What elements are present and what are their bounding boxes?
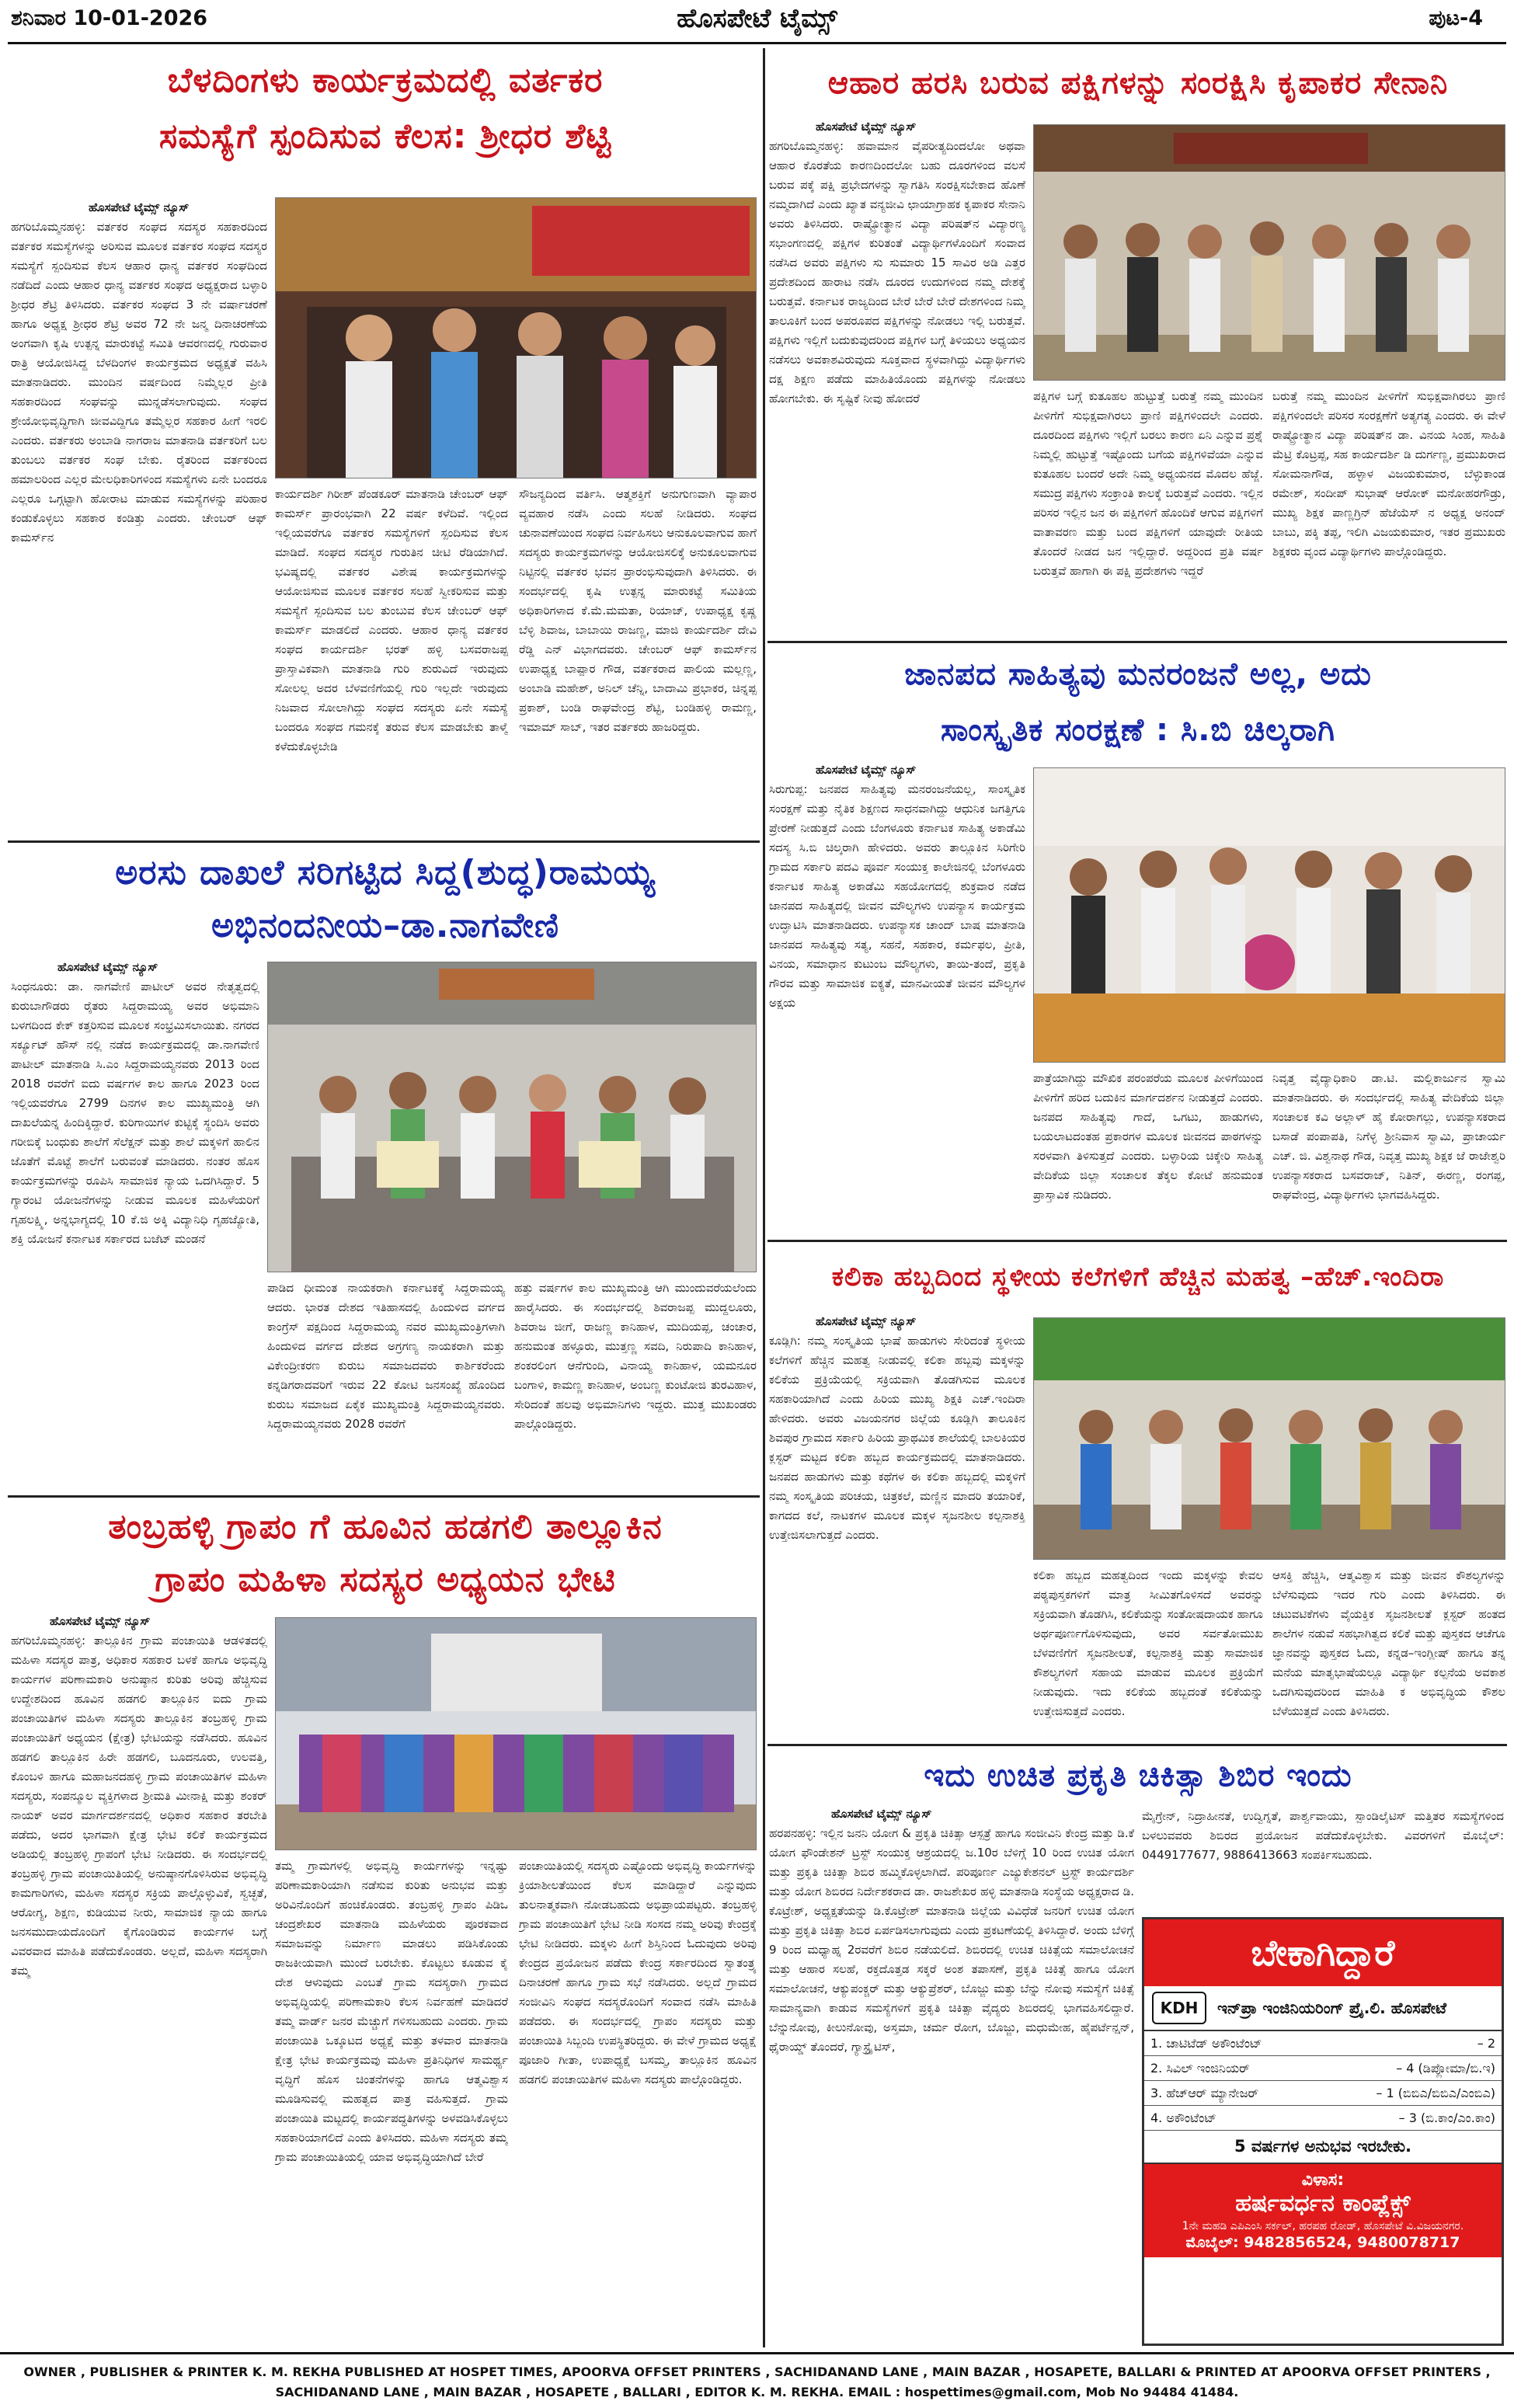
headline-line-1: ಜಾನಪದ ಸಾಹಿತ್ಯವು ಮನರಂಜನೆ ಅಲ್ಲ, ಅದು xyxy=(904,656,1372,692)
headline-line-1: ಆಹಾರ ಹರಸಿ ಬರುವ ಪಕ್ಷಿಗಳನ್ನು ಸಂರಕ್ಷಿಸಿ ಕೃಪಾಕರ ಸೇನಾನಿ xyxy=(827,65,1449,101)
vacancy-row xyxy=(1144,2081,1502,2106)
photo-circuit-house xyxy=(267,962,757,1272)
article-body: ಕಾರ್ಯದರ್ಶಿ ಗಿರೀಶ್ ಪೆಂಡಕೂರ್ ಮಾತನಾಡಿ ಚೇಂಬರ್ ಆಫ್ ಕಾಮರ್ಸ್ ಪ್ರಾರಂಭವಾಗಿ 22 ವರ್ಷ ಕಳೆದಿವೆ. ಇಲ್ಲಿಂದ ಇಲ್ಲಿಯವರೆಗೂ ವರ್ತಕರ ಸಮಸ್ಯೆಗಳಿಗೆ ಸ್ಪಂದಿಸುವ ಕೆಲಸ ಮಾಡಿದೆ. ಸಂಘದ ಸದಸ್ಯರ ಗುರುತಿನ ಚೀಟಿ ರೆಡಿಯಾಗಿದೆ. ಭವಿಷ್ಯದಲ್ಲಿ ವರ್ತಕರ ವಿಶೇಷ ಕಾರ್ಯಕ್ರಮಗಳನ್ನು ಆಯೋಜಿಸುವ ಮೂಲಕ ವರ್ತಕರ ಸಲಹೆ ಸ್ವೀಕರಿಸುವ ಮತ್ತು ಸಮಸ್ಯೆಗೆ ಸ್ಪಂದಿಸುವ ಬಲ ತುಂಬುವ ಕೆಲಸ ಚೇಂಬರ್ ಆಫ್ ಕಾಮರ್ಸ್ ಮಾಡಲಿದೆ ಎಂದರು. ಆಹಾರ ಧಾನ್ಯ ವರ್ತಕರ ಸಂಘದ ಕಾರ್ಯದರ್ಶಿ ಭರತ್ ಹಳ್ಳಿ ಬಸವರಾಜಪ್ಪ ಪ್ರಾಸ್ತಾವಿಕವಾಗಿ ಮಾತನಾಡಿ ಗುರಿ ಶುರುವಿದೆ ಇರುವುದು ಸೋಲಲ್ಲ ಅದರ ಬೆಳವಣಿಗೆಯಲ್ಲಿ ಗುರಿ ಇಲ್ಲದೇ ಇರುವುದು ನಿಜವಾದ ಸೋಲಾಗಿದ್ದು ಸಂಘದ ಸದಸ್ಯರು ಏನೇ ಸಮಸ್ಯೆ ಬಂದರೂ ಸಂಘದ ಗಮನಕ್ಕೆ ತರುವ ಕೆಲಸ ಮಾಡಬೇಕು ತಾಳ್ಮೆ ಕಳೆದುಕೊಳ್ಳಬೇಡಿ xyxy=(275,487,508,753)
article-body: ಪಕ್ಷಿಗಳ ಬಗ್ಗೆ ಕುತೂಹಲ ಹುಟ್ಟುತ್ತೆ ಬರುತ್ತೆ ನಮ್ಮ ಮುಂದಿನ ಪೀಳಿಗೆಗೆ ಸುಭಿಕ್ಷವಾಗಿರಲು ಪ್ರಾಣಿ ಪಕ್ಷಿಗಳಿಂದಲೇ ಎಂದರು. ದೂರದಿಂದ ಪಕ್ಷಿಗಳು ಇಲ್ಲಿಗೆ ಬರಲು ಕಾರಣ ಏನಿ ಎನ್ನುವ ಪ್ರಶ್ನೆ ನಿಮ್ಮಲ್ಲಿ ಹುಟ್ಟುತ್ತೆ ಇಷ್ಟೊಂದು ಬಗೆಯ ಪಕ್ಷಿಗಳಿವೆಯಾ ಎನ್ನುವ ಕುತೂಹಲ ಬಂದರೆ ಅದೇ ನಿಮ್ಮ ಅಧ್ಯಯನದ ಮೊದಲ ಹೆಜ್ಜೆ. ಸಮುದ್ರ ಪಕ್ಷಿಗಳು ಸಂಕ್ರಾಂತಿ ಕಾಲಕ್ಕೆ ಬರುತ್ತವೆ ಎಂದರು. ಇಲ್ಲಿನ ಪರಿಸರ ಇಲ್ಲಿನ ಜನ ಈ ಪಕ್ಷಿಗಳಿಗೆ ಹೊಂದಿಕೆ ಆಗುವ ಪಕ್ಷಿಗಳಿಗೆ ವಾತಾವರಣ ಮತ್ತು ಬಂದ ಪಕ್ಷಿಗಳಿಗೆ ಯಾವುದೇ ರೀತಿಯ ತೊಂದರೆ ನೀಡದ ಜನ ಇಲ್ಲಿದ್ದಾರೆ. ಅದ್ದರಿಂದ ಪ್ರತಿ ವರ್ಷ ಬರುತ್ತವೆ ಹಾಗಾಗಿ ಈ ಪಕ್ಷಿ ಪ್ರದೇಶಗಳು ಇದ್ದರೆ xyxy=(1033,389,1263,578)
divider-right-2 xyxy=(767,1240,1507,1242)
photo-folk-literature xyxy=(1033,767,1505,1063)
byline: ಹೊಸಪೇಟೆ ಟೈಮ್ಸ್ ನ್ಯೂಸ್ xyxy=(831,1807,932,1821)
experience-requirement: 5 ವರ್ಷಗಳ ಅನುಭವ ಇರಬೇಕು. xyxy=(1144,2131,1502,2164)
article-body: ಹಗರಿಬೊಮ್ಮನಹಳ್ಳಿ: ವರ್ತಕರ ಸಂಘದ ಸದಸ್ಯರ ಸಹಕಾರದಿಂದ ವರ್ತಕರ ಸಮಸ್ಯೆಗಳನ್ನು ಅರಿಸುವ ಮೂಲಕ ವರ್ತಕರ ಸಂಘದ ಸದಸ್ಯರ ಸಮಸ್ಯೆಗೆ ಸ್ಪಂದಿಸುವ ಕೆಲಸ ಆಹಾರ ಧಾನ್ಯ ವರ್ತಕರ ಸಂಘದಿಂದ ನಡೆದಿದೆ ಎಂದು ಆಹಾರ ಧಾನ್ಯ ವರ್ತಕರ ಸಂಘದ ಅಧ್ಯಕ್ಷರಾದ ಬಳ್ಳಾರಿ ಶ್ರೀಧರ ಶೆಟ್ರಿ ತಿಳಿಸಿದರು. ವರ್ತಕರ ಸಂಘದ 3 ನೇ ವರ್ಷಾಚರಣೆ ಹಾಗೂ ಅಧ್ಯಕ್ಷ ಶ್ರೀಧರ ಶೆಟ್ರಿ ಅವರ 72 ನೇ ಜನ್ಮ ದಿನಾಚರಣೆಯ ಅಂಗವಾಗಿ ಕೃಷಿ ಉತ್ಪನ್ನ ಮಾರುಕಟ್ಟೆ ಸಮಿತಿ ಆವರಣದಲ್ಲಿ ಗುರುವಾರ ರಾತ್ರಿ ಆಯೋಜಿಸಿದ್ದ ಬೆಳದಿಂಗಳ ಕಾರ್ಯಕ್ರಮದ ಅಧ್ಯಕ್ಷತೆ ವಹಿಸಿ ಮಾತನಾಡಿದರು. ಮುಂದಿನ ವರ್ಷದಿಂದ ನಿಮ್ಮೆಲ್ಲರ ಪ್ರೀತಿ ಸಹಕಾರದಿಂದ ಸಂಘವನ್ನು ಮುನ್ನಡೆಸಲಾಗುವುದು. ಸಂಘದ ಶ್ರೇಯೋಭಿವೃದ್ಧಿಗಾಗಿ ಜೀವವಿದ್ದಿಗೂ ತಮ್ಮೆಲ್ಲರ ಸಹಕಾರ ಹೀಗೆ ಇರಲಿ ಎಂದರು. ವರ್ತಕರು ಅಂಬಾಡಿ ನಾಗರಾಜ ಮಾತನಾಡಿ ವರ್ತಕರಿಗೆ ಬಲ ತುಂಬಲು ವರ್ತಕರ ಸಂಘ ಬೇಕು. ರೈತರಿಂದ ವರ್ತಕರಿಂದ ಹಮಾಲರಿಂದ ಎಲ್ಲರ ಮೇಲಧಿಕಾರಿಗಳಿಂದ ಸಮಸ್ಯೆಗಳು ಏನೇ ಬಂದರೂ ಎಲ್ಲರೂ ಒಗ್ಗಟ್ಟಾಗಿ ಹೋರಾಟ ಮಾಡುವ ಸಮಸ್ಯೆಗಳನ್ನು ಪರಿಹಾರ ಕಂಡುಕೊಳ್ಳಲು ಸಹಕಾರ ಕಂಡಿತ್ತು ಎಂದರು. ಚೇಂಬರ್ ಆಫ್ ಕಾಮರ್ಸ್‌ನ xyxy=(11,220,267,545)
article-body: ಹತ್ತು ವರ್ಷಗಳ ಕಾಲ ಮುಖ್ಯಮಂತ್ರಿ ಆಗಿ ಮುಂದುವರೆಯಲೆಂದು ಹಾರೈಸಿದರು. ಈ ಸಂದರ್ಭದಲ್ಲಿ ಶಿವರಾಜಪ್ಪ ಮುದ್ದಲೂರು, ಶಿವರಾಜ ಜೀಗೆ, ರಾಜಣ್ಣ ಕಾನಿಹಾಳ, ಮುದಿಯಪ್ಪ, ಚಂಚಾರ, ಹನುಮಂತ ಹಳ್ಳೂರು, ಮುತ್ತಣ್ಣ ಸವದಿ, ನಿರುಪಾದಿ ಕಾನಿಹಾಳ, ಶಂಕರಲಿಂಗ ಆನೆಗುಂದಿ, ವಿನಾಯ್ಯ ಕಾನಿಹಾಳ, ಯಮನೂರ ಬಂಗಾಳಿ, ಕಾಮಣ್ಣ ಕಾನಿಹಾಳ, ಅಂಬಣ್ಣ ಕುಂಟೋಜಿ ತುರವಿಹಾಳ, ಸೇರಿದಂತೆ ಹಲವು ಅಭಿಮಾನಿಗಳು ಇದ್ದರು. ಮುತ್ತ ಮುಖಂಡರು ಪಾಲ್ಗೊಂಡಿದ್ದರು. xyxy=(514,1281,757,1431)
company-name: ಇನ್‌ಪ್ರಾ ಇಂಜಿನಿಯರಿಂಗ್ ಪ್ರೈ.ಲಿ. ಹೊಸಪೇಟೆ xyxy=(1217,1999,1447,2017)
headline-line-1: ಕಲಿಕಾ ಹಬ್ಬದಿಂದ ಸ್ಥಳೀಯ ಕಲೆಗಳಿಗೆ ಹೆಚ್ಚಿನ ಮಹತ್ವ –ಹೆಚ್.ಇಂದಿರಾ xyxy=(831,1261,1445,1293)
article-folk-literature xyxy=(769,646,1507,1237)
article-women-members-visit xyxy=(11,1501,760,2347)
address-name: ಹರ್ಷವರ್ಧನ ಕಾಂಪ್ಲೆಕ್ಸ್ xyxy=(1235,2190,1411,2217)
address-label: ವಿಳಾಸ: xyxy=(1301,2170,1345,2190)
divider-left-2 xyxy=(8,1495,760,1498)
article-body: ಹಗರಿಬೊಮ್ಮನಹಳ್ಳಿ: ಹವಾಮಾನ ವೈಪರೀತ್ಯದಿಂದಲೋ ಅಥವಾ ಆಹಾರ ಕೊರತೆಯ ಕಾರಣದಿಂದಲೋ ಬಹು ದೂರಗಳಿಂದ ವಲಸೆ ಬರುವ ಪಕ್ಕೆ ಪಕ್ಷಿ ಪ್ರಭೇದಗಳನ್ನು ಸ್ವಾಗತಿಸಿ ಸಂರಕ್ಷಿಸಬೇಕಾದ ಹೊಣೆ ನಮ್ಮದಾಗಿದೆ ಎಂದು ಖ್ಯಾತ ವನ್ಯಜೀವಿ ಛಾಯಾಗ್ರಾಹಕ ಕೃಪಾಕರ ಸೇನಾನಿ ಅವರು ತಿಳಿಸಿದರು. ರಾಷ್ಟ್ರೋತ್ಥಾನ ವಿದ್ಯಾ ಪರಿಷತ್‌ನ ವಿದ್ಯಾರಣ್ಯ ಸಭಾಂಗಣದಲ್ಲಿ ಪಕ್ಷಿಗಳ ಕುರಿತಂತೆ ವಿದ್ಯಾರ್ಥಿಗಳೊಂದಿಗೆ ಸಂವಾದ ನಡೆಸಿದ ಅವರು ಪಕ್ಷಿಗಳು ಸು ಸುಮಾರು 15 ಸಾವಿರ ಅಡಿ ಎತ್ತರ ಪ್ರದೇಶದಿಂದ ಹಾರಾಟ ನಡೆಸಿ ದೂರದ ಉದುಗಳಿಂದ ನಮ್ಮ ದೇಶಕ್ಕೆ ಬರುತ್ತವೆ. ಕರ್ನಾಟಕ ರಾಜ್ಯದಿಂದ ಬೇರೆ ಬೇರೆ ಬೇರೆ ದೇಶಗಳಿಂದ ನಿಮ್ಮ ತಾಲೂಕಿಗೆ ಬಂದ ಅಪರೂಪದ ಪಕ್ಷಿಗಳನ್ನು ನೋಡಲು ಇಲ್ಲಿ ಬರುತ್ತವೆ. ಪಕ್ಷಿಗಳು ಇಲ್ಲಿಗೆ ಬದುಕುವುದರಿಂದ ಪಕ್ಷಿಗಳ ಬಗ್ಗೆ ತಿಳಿಯಲು ಅಧ್ಯಯನ ನಡೆಸಲು ಅವಕಾಶವಿರುವುದು ಸೂಕ್ತವಾದ ಸ್ಥಳವಾಗಿದ್ದು ವಿದ್ಯಾರ್ಥಿಗಳು ದಕ್ಷ ಶಿಕ್ಷಣ ಪಡೆದು ಮಾಹಿತಿಯೊಂದು ಪಕ್ಷಿಗಳನ್ನು ನೋಡಲು ಹೋಗಬೇಕು. ಈ ಸೃಷ್ಟಿಕೆ ನೀವು ಹೋದರೆ xyxy=(769,139,1025,405)
page-number: ಪುಟ-4 xyxy=(1429,6,1483,30)
article-column xyxy=(11,200,267,834)
vacancy-role: 2. ಸಿವಿಲ್ ಇಂಜಿನಿಯರ್ xyxy=(1150,2060,1250,2076)
article-column xyxy=(275,1856,508,2344)
vacancy-row xyxy=(1144,2056,1502,2081)
byline: ಹೊಸಪೇಟೆ ಟೈಮ್ಸ್ ನ್ಯೂಸ್ xyxy=(816,1314,917,1328)
vacancy-row xyxy=(1144,2031,1502,2056)
headline-line-2: ಅಭಿನಂದನೀಯ–ಡಾ.ನಾಗವೇಣಿ xyxy=(211,906,560,945)
headline-line-2: ಗ್ರಾಪಂ ಮಹಿಳಾ ಸದಸ್ಯರ ಅಧ್ಯಯನ ಭೇಟಿ xyxy=(155,1560,616,1599)
byline: ಹೊಸಪೇಟೆ ಟೈಮ್ಸ್ ನ್ಯೂಸ್ xyxy=(816,763,917,777)
article-body: ಪಂಚಾಯಿತಿಯಲ್ಲಿ ಸದಸ್ಯರು ಎಷ್ಟೊಂದು ಅಭಿವೃದ್ಧಿ ಕಾರ್ಯಗಳನ್ನು ಕ್ರಿಯಾಶೀಲತೆಯಿಂದ ಕೆಲಸ ಮಾಡಿದ್ದಾರೆ ಎನ್ನುವುದು ತುಲನಾತ್ಮಕವಾಗಿ ನೋಡಬಹುದು ಅಭಿಪ್ರಾಯಪಟ್ಟರು. ತಂಬ್ರಹಳ್ಳಿ ಗ್ರಾಮ ಪಂಚಾಯಿತಿಗೆ ಭೇಟಿ ನೀಡಿ ಸಂಸದ ನಮ್ಮ ಅರಿವು ಕೇಂದ್ರಕ್ಕೆ ಭೇಟಿ ನೀಡಿದರು. ಮಕ್ಕಳು ಹೀಗೆ ಶಿಸ್ತಿನಿಂದ ಓದುವುದು ಅರಿವು ಕೇಂದ್ರದ ಪ್ರಯೋಜನ ಪಡೆದು ಕೇಂದ್ರ ಸರ್ಕಾರದಿಂದ ಸ್ವಾತಂತ್ರ್ಯ ದಿನಾಚರಣೆ ಹಾಗೂ ಗ್ರಾಮ ಸಭೆ ನಡೆಸಿದರು. ಅಲ್ಲದೆ ಗ್ರಾಮದ ಸಂಜೀವಿನಿ ಸಂಘದ ಸದಸ್ಯರೊಂದಿಗೆ ಸಂವಾದ ನಡೆಸಿ ಮಾಹಿತಿ ಪಡೆದರು. ಈ ಸಂದರ್ಭದಲ್ಲಿ ಗ್ರಾಪಂ ಸದಸ್ಯರು ಮತ್ತು ಪಂಚಾಯಿತಿ ಸಿಬ್ಬಂದಿ ಉಪಸ್ಥಿತರಿದ್ದರು. ಈ ವೇಳೆ ಗ್ರಾಮದ ಅಧ್ಯಕ್ಷೆ ಪೂಜಾರಿ ಗೀತಾ, ಉಪಾಧ್ಯಕ್ಷೆ ಬಸಮ್ಮ, ತಾಲ್ಲೂಕಿನ ಹೂವಿನ ಹಡಗಲಿ ಪಂಚಾಯಿತಿಗಳ ಮಹಿಳಾ ಸದಸ್ಯರು ಪಾಲ್ಗೊಂಡಿದ್ದರು. xyxy=(519,1859,757,2086)
vacancy-role: 4. ಅಕೌಂಟೆಂಟ್ xyxy=(1150,2110,1217,2125)
headline-line-1: ಬೆಳದಿಂಗಳು ಕಾರ್ಯಕ್ರಮದಲ್ಲಿ ವರ್ತಕರ xyxy=(167,61,604,100)
byline: ಹೊಸಪೇಟೆ ಟೈಮ್ಸ್ ನ್ಯೂಸ್ xyxy=(89,200,190,214)
masthead xyxy=(0,0,1514,47)
vacancy-role: 1. ಚಾಟಿಟೆಡ್ ಅಕೌಂಟೆಂಟ್ xyxy=(1150,2035,1262,2051)
article-body: ಆಸಕ್ತಿ ಹೆಚ್ಚಿಸಿ, ಆತ್ಮವಿಶ್ವಾಸ ಮತ್ತು ಜೀವನ ಕೌಶಲ್ಯಗಳನ್ನು ಬೆಳೆಸುವುದು ಇದರ ಗುರಿ ಎಂದು ತಿಳಿಸಿದರು. ಈ ಚಟುವಟಿಕೆಗಳು ವೈಯಕ್ತಿಕ ಸೃಜನಶೀಲತೆ ಕ್ಲಸ್ಟರ್ ಹಂತದ ಶಾಲೆಗಳ ನಡುವೆ ಸಹಭಾಗಿತ್ವದ ಕಲಿಕೆ ಮತ್ತು ಪುಸ್ತಕದ ಆಚೆಗೂ ಜ್ಞಾನವನ್ನು ಪುಸ್ತಕದ ಓದು, ಕನ್ನಡ–ಇಂಗ್ಲೀಷ್ ಹಾಗೂ ತನ್ನ ಮನೆಯ ಮಾತೃಭಾಷೆಯಲ್ಲೂ ವಿದ್ಯಾರ್ಥಿ ಕಲ್ಪನೆಯ ಅವಕಾಶ ಒದಗಿಸುವುದರಿಂದ ಮಾಹಿತಿ ಕ ಅಭಿವೃದ್ಧಿಯ ಕೌಶಲ ಬೆಳೆಯುತ್ತದೆ ಎಂದು ತಿಳಿಸಿದರು. xyxy=(1272,1568,1505,1718)
article-column xyxy=(1033,387,1263,634)
article-traders-event xyxy=(11,53,760,837)
byline: ಹೊಸಪೇಟೆ ಟೈಮ್ಸ್ ನ್ಯೂಸ್ xyxy=(57,960,158,974)
paper-name: ಹೊಸಪೇಟೆ ಟೈಮ್ಸ್ xyxy=(677,3,837,34)
article-body: ಸೌಜನ್ಯದಿಂದ ವರ್ತಿಸಿ. ಆತ್ಮಶಕ್ತಿಗೆ ಅನುಗುಣವಾಗಿ ವ್ಯಾಪಾರ ವ್ಯವಹಾರ ನಡೆಸಿ ಎಂದು ಸಲಹೆ ನೀಡಿದರು. ಸಂಘದ ಚುನಾವಣೆಯಿಂದ ಸಂಘದ ನಿರ್ವಹಿಸಲು ಆನುಕೂಲವಾಗುವ ಹಾಗೆ ಸದಸ್ಯರು ಕಾರ್ಯಕ್ರಮಗಳನ್ನು ಆಯೋಜಿಸಲಿಕ್ಕೆ ಅನುಕೂಲವಾಗುವ ನಿಟ್ಟಿನಲ್ಲಿ ವರ್ತಕರ ಭವನ ಪ್ರಾರಂಭಿಸುವುದಾಗಿ ತಿಳಿಸಿದರು. ಈ ಸಂದರ್ಭದಲ್ಲಿ ಕೃಷಿ ಉತ್ಪನ್ನ ಮಾರುಕಟ್ಟೆ ಸಮಿತಿಯ ಅಧಿಕಾರಿಗಳಾದ ಕೆ.ಮೆ.ಮಮತಾ, ರಿಯಾಜ್, ಉಪಾಧ್ಯಕ್ಷ ಕೃಷ್ಣ ಬೆಳ್ಳಿ ಶಿವಾಜ, ಬಾಬಾಯಿ ರಾಜಣ್ಣ, ಮಾಜಿ ಕಾರ್ಯದರ್ಶಿ ದೇವಿ ರೆಡ್ಡಿ ಎನ್ ವಿಭಾಗದವರು. ಚೇಂಬರ್ ಆಫ್ ಕಾಮರ್ಸ್‌ನ ಉಪಾಧ್ಯಕ್ಷ ಬಾಪ್ಪಾರ ಗೌಡ, ವರ್ತಕರಾದ ಪಾಲಿಯ ಮಲ್ಲಣ್ಣ, ಅಂಬಾಡಿ ಮಹೇಶ್, ಅನಿಲ್ ಚೆನ್ನಿ, ಬಾದಾಮಿ ಪ್ರಭಾಕರ, ಚಿನ್ನಪ್ಪ ಪ್ರಕಾಶ್, ಬಂಡಿ ರಾಘವೇಂದ್ರ ಶೆಟ್ಟಿ, ಬಂಡಿಹಳ್ಳಿ ರಾಮಣ್ಣ, ಇಮಾಮ್ ಸಾಬ್, ಇತರ ವರ್ತಕರು ಹಾಜರಿದ್ದರು. xyxy=(519,487,757,734)
article-body: ತಮ್ಮ ಗ್ರಾಮಗಳಲ್ಲಿ ಅಭಿವೃದ್ಧಿ ಕಾರ್ಯಗಳನ್ನು ಇನ್ನಷ್ಟು ಪರಿಣಾಮಕಾರಿಯಾಗಿ ನಡೆಸುವ ಕುರಿತು ಅನುಭವ ಮತ್ತು ಅರಿವಿನೊಂದಿಗೆ ಹಂಚಿಕೊಂಡರು. ತಂಬ್ರಹಳ್ಳಿ ಗ್ರಾಪಂ ಪಿಡಿಒ ಚಂದ್ರಶೇಖರ ಮಾತನಾಡಿ ಮಹಿಳೆಯರು ಪೂರಕವಾದ ಸಮಾಜವನ್ನು ನಿರ್ಮಾಣ ಮಾಡಲು ಪಡಿಸಿಕೊಂಡು ರಾಜಕೀಯವಾಗಿ ಮುಂದೆ ಬರಬೇಕು. ಕೊಟ್ಟಲು ಕೂಡುವ ಕೈ ದೇಶ ಆಳುವುದು ಎಂಬತೆ ಗ್ರಾಮ ಸದಸ್ಯರಾಗಿ ಗ್ರಾಮದ ಅಭಿವೃದ್ಧಿಯಲ್ಲಿ ಪರಿಣಾಮಕಾರಿ ಕೆಲಸ ನಿರ್ವಹಣೆ ಮಾಡಿದರೆ ತಮ್ಮ ವಾರ್ಡ್ ಜನರ ಮೆಚ್ಚುಗೆ ಗಳಿಸಬಹುದು ಎಂದರು. ಗ್ರಾಮ ಪಂಚಾಯಿತಿ ಒಕ್ಕೂಟದ ಅಧ್ಯಕ್ಷೆ ಮತ್ತು ತಳವಾರ ಮಾತನಾಡಿ ಕ್ಷೇತ್ರ ಭೇಟಿ ಕಾರ್ಯಕ್ರಮವು ಮಹಿಳಾ ಪ್ರತಿನಿಧಿಗಳ ಸಾಮರ್ಥ್ಯ ವೃದ್ಧಿಗೆ ಹೊಸ ಚಿಂತನೆಗಳನ್ನು ಹಾಗೂ ಆತ್ಮವಿಶ್ವಾಸ ಮೂಡಿಸುವಲ್ಲಿ ಮಹತ್ವದ ಪಾತ್ರ ವಹಿಸುತ್ತದೆ. ಗ್ರಾಮ ಪಂಚಾಯಿತಿ ಮಟ್ಟದಲ್ಲಿ ಕಾರ್ಯಪದ್ಧತಿಗಳನ್ನು ಅಳವಡಿಸಿಕೊಳ್ಳಲು ಸಹಕಾರಿಯಾಗಲಿದೆ ಎಂದು ತಿಳಿಸಿದರು. ಮಹಿಳಾ ಸದಸ್ಯರು ತಮ್ಮ ಗ್ರಾಮ ಪಂಚಾಯಿತಿಯಲ್ಲಿ ಯಾವ ಅಭಿವೃದ್ಧಿಯಾಗಿದೆ ಬೇರೆ xyxy=(275,1859,508,2164)
imprint-line-2: SACHIDANAND LANE , MAIN BAZAR , HOSAPETE , BALLARI , EDITOR K. M. REKHA. EMAIL : hospettimes@gmail.com, Mob No 94484 41484. xyxy=(275,2385,1239,2399)
article-siddaramaiah-record xyxy=(11,847,760,1491)
article-body: ಹರಪನಹಳ್ಳಿ: ಇಲ್ಲಿನ ಜನನಿ ಯೋಗ & ಪ್ರಕೃತಿ ಚಿಕಿತ್ಸಾ ಆಸ್ಪತ್ರೆ ಹಾಗೂ ಸಂಜೀವಿನಿ ಕೇಂದ್ರ ಮತ್ತು ಡಿ.ಕೆ ಯೋಗ ಫೌಂಡೇಶನ್ ಟ್ರಸ್ಟ್ ಸಂಯುಕ್ತ ಆಶ್ರಯದಲ್ಲಿ ಜ.10ರ ಬೆಳಿಗ್ಗೆ 10 ರಿಂದ ಉಚಿತ ಯೋಗ ಮತ್ತು ಪ್ರಕೃತಿ ಚಿಕಿತ್ಸಾ ಶಿಬಿರ ಹಮ್ಮಿಕೊಳ್ಳಲಾಗಿದೆ. ಪರಿಪೂರ್ಣ ಎಜ್ಯುಕೇಶನಲ್ ಟ್ರಸ್ಟ್ ಕಾರ್ಯದರ್ಶಿ ಮತ್ತು ಯೋಗ ಶಿಬಿರದ ನಿರ್ದೇಶಕರಾದ ಡಾ. ರಾಜಶೇಖರ ಹಳ್ಳಿ ಮಾತನಾಡಿ ಸಂಸ್ಥೆಯ ಅಧ್ಯಕ್ಷರಾದ ಡಿ. ಕೊಟ್ರೇಶ್, ಅಧ್ಯಕ್ಷತೆಯನ್ನು ಡಿ.ಕೊಟ್ರೇಶ್ ಮಾತನಾಡಿ ಜಿಲ್ಲೆಯ ವಿವಿಧೆಡೆ ಜನರಿಗೆ ಉಚಿತ ಯೋಗ ಮತ್ತು ಪ್ರಕೃತಿ ಚಿಕಿತ್ಸಾ ಶಿಬಿರ ಏರ್ಪಡಿಸಲಾಗುವುದು ಎಂದು ಪ್ರಕಟಣೆಯಲ್ಲಿ ತಿಳಿಸಿದ್ದಾರೆ. ಅಂದು ಬೆಳಿಗ್ಗೆ 9 ರಿಂದ ಮಧ್ಯಾಹ್ನ 2ರವರೆಗೆ ಶಿಬಿರ ನಡೆಯಲಿದೆ. ಶಿಬಿರದಲ್ಲಿ ಉಚಿತ ಚಿಕಿತ್ಸೆಯ ಸಮಾಲೋಚನೆ ಮತ್ತು ಆಹಾರ ಸಲಹೆ, ರಕ್ತದೊತ್ತಡ ಸಕ್ಕರೆ ಅಂಶ ತಪಾಸಣೆ, ಪ್ರಕೃತಿ ಚಿಕಿತ್ಸೆ ಹಾಗೂ ಯೋಗ ಸಮಾಲೋಚನೆ, ಆಕ್ಯುಪಂಕ್ಚರ್ ಮತ್ತು ಆಕ್ಯುಪ್ರೆಶರ್, ಬೊಜ್ಜು ಮತ್ತು ಬೆನ್ನು ನೋವು ಸಮಸ್ಯೆಗೆ ಚಿಕಿತ್ಸೆ ಸಾಮಾನ್ಯವಾಗಿ ಕಾಡುವ ಸಮಸ್ಯೆಗಳಿಗೆ ಪ್ರಕೃತಿ ಚಿಕಿತ್ಸಾ ವೈದ್ಯರು ಶಿಬಿರದಲ್ಲಿ ಭಾಗವಹಿಸಲಿದ್ದಾರೆ. ಬೆನ್ನುನೋವು, ಕೀಲುನೋವು, ಅಸ್ತಮಾ, ಚರ್ಮ ರೋಗ, ಬೊಜ್ಜು, ಮಧುಮೇಹ, ಹೈಪರ್ಟೆನ್ಷನ್, ಥೈರಾಯ್ಡ್ ತೊಂದರೆ, ಗ್ಯಾಸ್ಟ್ರೈಟಿಸ್, xyxy=(769,1826,1134,2054)
article-column xyxy=(1033,1566,1263,1737)
article-column xyxy=(1272,1069,1505,1234)
vacancy-count: – 3 (ಬಿ.ಕಾಂ/ಎಂ.ಕಾಂ) xyxy=(1398,2110,1495,2125)
address-line: 1ನೇ ಮಹಡಿ ಎಪಿಎಂಸಿ ಸರ್ಕಲ್, ಹರಪಹ ರೋಡ್, ಹೊಸಪೇಟೆ ವಿ.ವಿಜಯನಗರ. xyxy=(1182,2220,1464,2232)
vacancy-role: 3. ಹೆಚ್‌ಆರ್ ಮ್ಯಾನೇಜರ್ xyxy=(1150,2085,1259,2100)
photo-women-members xyxy=(275,1617,757,1850)
photo-traders-event xyxy=(275,197,757,478)
article-column xyxy=(1272,387,1505,634)
photo-bird-seminar xyxy=(1033,124,1505,381)
article-column xyxy=(1142,1807,1504,1908)
vacancy-row xyxy=(1144,2106,1502,2131)
article-column xyxy=(769,763,1025,1234)
job-advertisement xyxy=(1142,1917,1504,2346)
article-column xyxy=(769,1314,1025,1737)
vacancy-count: – 2 xyxy=(1477,2036,1495,2051)
imprint-footer xyxy=(0,2352,1514,2408)
header-divider xyxy=(8,42,1506,44)
article-column xyxy=(1033,1069,1263,1234)
ad-company-row xyxy=(1144,1986,1502,2031)
mobile-numbers: ಮೊಬೈಲ್: 9482856524, 9480078717 xyxy=(1185,2234,1460,2251)
article-column xyxy=(514,1279,757,1488)
photo-learning-festival xyxy=(1033,1317,1505,1560)
article-column xyxy=(275,485,508,834)
divider-left-1 xyxy=(8,840,760,843)
article-column xyxy=(11,1614,267,2344)
article-column xyxy=(519,485,757,834)
byline: ಹೊಸಪೇಟೆ ಟೈಮ್ಸ್ ನ್ಯೂಸ್ xyxy=(50,1614,151,1628)
article-body: ಸಿಂಧನೂರು: ಡಾ. ನಾಗವೇಣಿ ಪಾಟೀಲ್ ಅವರ ನೇತೃತ್ವದಲ್ಲಿ ಕುರುಬಾಗೌಡರು ರೈತರು ಸಿದ್ದರಾಮಯ್ಯ ಅವರ ಅಭಿಮಾನಿ ಬಳಗದಿಂದ ಕೇಕ್ ಕತ್ತರಿಸುವ ಮೂಲಕ ಸಂಭ್ರಮಿಸಲಾಯಿತು. ನಗರದ ಸರ್ಕ್ಯೂಟ್ ಹೌಸ್ ನಲ್ಲಿ ನಡೆದ ಕಾರ್ಯಕ್ರಮದಲ್ಲಿ ಡಾ.ನಾಗವೇಣಿ ಪಾಟೀಲ್ ಮಾತನಾಡಿ ಸಿ.ಎಂ ಸಿದ್ದರಾಮಯ್ಯನವರು 2013 ರಿಂದ 2018 ರವರೆಗೆ ಐದು ವರ್ಷಗಳ ಕಾಲ ಹಾಗೂ 2023 ರಿಂದ ಇಲ್ಲಿಯವರೆಗೂ 2799 ದಿನಗಳ ಕಾಲ ಮುಖ್ಯಮಂತ್ರಿ ಆಗಿ ದಾಖಲೆಯನ್ನ ಹಿಂದಿಕ್ಕಿದ್ದಾರೆ. ಕುರಿಗಾಯಿಗಳ ಕುಟ್ಟಿಕ್ಕೆ ಸ್ಥಂದಿಸಿ ಅವರು ಗರೀಬಿಕ್ಕೆ ಬಂಧುಕು ಶಾಲೆಗೆ ಸೆಲೆಕ್ಷನ್ ಮತ್ತು ಶಾಲೆ ಮಕ್ಕಳಿಗೆ ಹಾಲಿನ ಜೊತೆಗೆ ಮೊಟ್ಟೆ ಶಾಲೆಗೆ ಬರುವಂತೆ ಮಾಡಿದರು. ನಂತರ ಹೊಸ ಕಾರ್ಯಕ್ರಮಗಳನ್ನು ರೂಪಿಸಿ ಸಾಮಾಜಿಕ ನ್ಯಾಯ ಒದಗಿಸಿದ್ದಾರೆ. 5 ಗ್ಯಾರಂಟಿ ಯೋಜನೆಗಳನ್ನು ನೀಡುವ ಮೂಲಕ ಮಹಿಳೆಯರಿಗೆ ಗೃಹಲಕ್ಷ್ಮಿ, ಅನ್ನಭಾಗ್ಯದಲ್ಲಿ 10 ಕೆ.ಜಿ ಅಕ್ಕಿ ವಿದ್ಯಾನಿಧಿ ಗೃಹಜ್ಯೋತಿ, ಶಕ್ತಿ ಯೋಜನೆ ಕರ್ನಾಟಕ ಸರ್ಕಾರದ ಬಜೆಟ್ ಮಂಡನೆ xyxy=(11,980,259,1246)
imprint-line-1: OWNER , PUBLISHER & PRINTER K. M. REKHA PUBLISHED AT HOSPET TIMES, APOORVA OFFSET PRINTERS , SACHIDANAND LANE , MAIN BAZAR , HOSAPETE, BALLARI & PRINTED AT APOORVA OFFSET PRINTERS , xyxy=(23,2365,1491,2379)
ad-title: ಬೇಕಾಗಿದ್ದಾರೆ xyxy=(1144,1919,1502,1986)
article-column xyxy=(519,1856,757,2344)
article-column xyxy=(769,120,1025,634)
article-body: ಪಾಡಿದ ಧೀಮಂತ ನಾಯಕರಾಗಿ ಕರ್ನಾಟಕಕ್ಕೆ ಸಿದ್ದರಾಮಯ್ಯ ಆದರು. ಭಾರತ ದೇಶದ ಇತಿಹಾಸದಲ್ಲಿ ಹಿಂದುಳಿದ ವರ್ಗದ ಕಾಂಗ್ರೆಸ್ ಪಕ್ಷದಿಂದ ಸಿದ್ದರಾಮಯ್ಯ ನವರ ಮುಖ್ಯಮಂತ್ರಿಗಳಾಗಿ ಹಿಂದುಳಿದ ವರ್ಗದ ದೇಶದ ಅಗ್ರಗಣ್ಯ ನಾಯಕರಾಗಿ ಮತ್ತು ವಿಕೇಂದ್ರೀಕರಣ ಕುರುಬ ಸಮಾಜದವರು ಕಾರ್ಶಿಕರೆಂದು ಕನ್ನಡಿಗರಾದವರಿಗೆ ಇರುವ 22 ಕೋಟಿ ಜನಸಂಖ್ಯೆ ಹೊಂದಿದ ಕುರುಬ ಸಮಾಜದ ಏಕೈಕ ಮುಖ್ಯಮಂತ್ರಿ ಸಿದ್ದರಾಮಯ್ಯನವರು. ಸಿದ್ದರಾಮಯ್ಯನವರು 2028 ರವರೆಗೆ xyxy=(267,1281,505,1431)
article-body: ನಿವೃತ್ತ ವೈದ್ಯಾಧಿಕಾರಿ ಡಾ.ಟಿ. ಮಲ್ಲಿಕಾರ್ಜುನ ಸ್ವಾಮಿ ಮಾತನಾಡಿದರು. ಈ ಸಂದರ್ಭದಲ್ಲಿ ಸಾಹಿತ್ಯ ವೇದಿಕೆಯ ಜಿಲ್ಲಾ ಸಂಚಾಲಕ ಕವಿ ಅಲ್ಲಾಳ್ ಹೈ ಕೋರಾಗಲ್ಲು, ಉಪನ್ಯಾಸಕರಾದ ಬಸಾಡೆ ಪಂಪಾಪತಿ, ನಿಗೆಳ್ಳ ಶ್ರೀನಿವಾಸ ಸ್ವಾಮಿ, ಪ್ರಾಚಾರ್ಯ ಎಚ್. ಜಿ. ವಿಶ್ವನಾಥ ಗೌಡ, ನಿವೃತ್ತ ಮುಖ್ಯ ಶಿಕ್ಷಕ ಜೆ ರಾಜೇಶ್ವರಿ ಉಪನ್ಯಾಸಕರಾದ ಬಸವರಾಜ್, ನಿತಿನ್, ಈರಣ್ಣ, ರಂಗಪ್ಪ, ರಾಘವೇಂದ್ರ, ವಿದ್ಯಾರ್ಥಿಗಳು ಭಾಗವಹಿಸಿದ್ದರು. xyxy=(1272,1071,1505,1202)
article-column xyxy=(1272,1566,1505,1737)
headline-line-1: ಇದು ಉಚಿತ ಪ್ರಕೃತಿ ಚಿಕಿತ್ಸಾ ಶಿಬಿರ ಇಂದು xyxy=(924,1758,1352,1794)
article-bird-conservation xyxy=(769,53,1507,637)
byline: ಹೊಸಪೇಟೆ ಟೈಮ್ಸ್ ನ್ಯೂಸ್ xyxy=(816,120,917,134)
divider-right-3 xyxy=(767,1744,1507,1746)
article-body: ಬರುತ್ತೆ ನಮ್ಮ ಮುಂದಿನ ಪೀಳಿಗೆಗೆ ಸುಭಿಕ್ಷವಾಗಿರಲು ಪ್ರಾಣಿ ಪಕ್ಷಿಗಳಿಂದಲೇ ಪರಿಸರ ಸಂರಕ್ಷಣೆಗೆ ಅತ್ಯಗತ್ಯ ಎಂದರು. ಈ ವೇಳೆ ರಾಷ್ಟ್ರೋತ್ಥಾನ ವಿದ್ಯಾ ಪರಿಷತ್‌ನ ಡಾ. ವಿನಯ ಸಿಂಹ, ಸಾಹಿತಿ ಮೆಟ್ರಿ ಕೊಟ್ರಪ್ಪ, ಸಹ ಕಾರ್ಯದರ್ಶಿ ಡಿ ದುರ್ಗಣ್ಣ, ಪ್ರಮುಖರಾದ ಸೋಮನಾಗೌಡ, ಹಳ್ಳಾಳ ವಿಜಯಕುಮಾರ, ಬೆಳ್ಳುಕಾಂಡ ರಮೇಶ್, ಸಂದೀಪ್ ಸುಭಾಷ್ ಆರೋಕ್ ಮನೋಹರಗೌಡ್ರು, ಮುಖ್ಯ ಶಿಕ್ಷಕ ಪಾಣ್ಣಗ್ರಿನ್ ಹೆಜೆಯೆಸ್ ನ ಅಧ್ಯಕ್ಷ ಅನಂದ್ ಬಾಬು, ಪಕ್ಕಿ ತಪ್ಪ, ಇಲಿಗಿ ವಿಜಯಕುಮಾರ, ಇತರ ಪ್ರಮುಖರು ಶಿಕ್ಷಕರು ವೃಂದ ವಿದ್ಯಾರ್ಥಿಗಳು ಪಾಲ್ಗೊಂಡಿದ್ದರು. xyxy=(1272,389,1505,559)
ad-address-block xyxy=(1144,2164,1502,2257)
article-learning-festival xyxy=(769,1246,1507,1740)
article-body: ಸಿರುಗುಪ್ಪ: ಜನಪದ ಸಾಹಿತ್ಯವು ಮನರಂಜನೆಯಲ್ಲ, ಸಾಂಸ್ಕೃತಿಕ ಸಂರಕ್ಷಣೆ ಮತ್ತು ನೈತಿಕ ಶಿಕ್ಷಣದ ಸಾಧನವಾಗಿದ್ದು ಆಧುನಿಕ ಜಗತ್ತಿಗೂ ಪ್ರೇರಣೆ ನೀಡುತ್ತದೆ ಎಂದು ಬೆಂಗಳೂರು ಕರ್ನಾಟಕ ಸಾಹಿತ್ಯ ಅಕಾಡೆಮಿ ಸದಸ್ಯ ಸಿ.ಬಿ ಚಿಲ್ಕರಾಗಿ ಹೇಳಿದರು. ಅವರು ತಾಲ್ಲೂಕಿನ ಸಿರಿಗೇರಿ ಗ್ರಾಮದ ಸರ್ಕಾರಿ ಪದವಿ ಪೂರ್ವ ಸಂಯುಕ್ತ ಕಾಲೇಜಿನಲ್ಲಿ ಬೆಂಗಳೂರು ಕರ್ನಾಟಕ ಸಾಹಿತ್ಯ ಅಕಾಡೆಮಿ ಸಹಯೋಗದಲ್ಲಿ ಶುಕ್ರವಾರ ನಡೆದ ಜಾನಪದ ಸಾಹಿತ್ಯದಲ್ಲಿ ಜೀವನ ಮೌಲ್ಯಗಳು ಉಪನ್ಯಾಸ ಕಾರ್ಯಕ್ರಮ ಉದ್ಘಾಟಿಸಿ ಮಾತನಾಡಿದರು. ಉಪನ್ಯಾಸಕ ಚಾಂದ್ ಬಾಷ ಮಾತನಾಡಿ ಜಾನಪದ ಸಾಹಿತ್ಯವು ಸತ್ಯ, ಸಹನೆ, ಸಹಕಾರ, ಕರ್ಮಫಲ, ಪ್ರೀತಿ, ವಿನಯ, ಸಮಾಧಾನ ಕುಟುಂಬ ಮೌಲ್ಯಗಳು, ತಾಯಿ-ತಂದೆ, ಪ್ರಕೃತಿ ಗೌರವ ಮತ್ತು ಸಾಮಾಜಿಕ ಐಕ್ಯತೆ, ಮಾನವೀಯತೆ ಜೀವನ ಮೌಲ್ಯಗಳ ಅಕ್ಷಯ xyxy=(769,782,1025,1010)
center-column-divider xyxy=(763,48,765,2347)
vacancy-count: – 4 (ಡಿಪ್ಲೋಮಾ/ಬಿ.ಇ) xyxy=(1396,2060,1495,2076)
vacancy-count: – 1 (ಬಿಬಿಎ/ಬಿಬಿಎ/ಎಂಬಿಎ) xyxy=(1376,2085,1495,2100)
article-body: ಕಲಿಕಾ ಹಬ್ಬದ ಮಹತ್ವದಿಂದ ಇಂದು ಮಕ್ಕಳನ್ನು ಕೇವಲ ಪಠ್ಯಪುಸ್ತಕಗಳಿಗೆ ಮಾತ್ರ ಸೀಮಿತಗೊಳಿಸದೆ ಅವರನ್ನು ಸಕ್ರಿಯವಾಗಿ ತೊಡಗಿಸಿ, ಕಲಿಕೆಯನ್ನು ಸಂತೋಷದಾಯಕ ಹಾಗೂ ಅರ್ಥಪೂರ್ಣಗೊಳಿಸುವುದು, ಅವರ ಸರ್ವತೋಮುಖ ಬೆಳವಣಿಗೆಗೆ ಸೃಜನಶೀಲತೆ, ಕಲ್ಪನಾಶಕ್ತಿ ಮತ್ತು ಸಾಮಾಜಿಕ ಕೌಶಲ್ಯಗಳಿಗೆ ಸಹಾಯ ಮಾಡುವ ಮೂಲಕ ಪ್ರಕ್ರಿಯೆಗೆ ನೀಡುವುದು. ಇದು ಕಲಿಕೆಯ ಹಬ್ಬದಂತೆ ಕಲಿಕೆಯನ್ನು ಉತ್ತೇಜಿಸುತ್ತದೆ ಎಂದರು. xyxy=(1033,1568,1263,1718)
article-body: ಪಾತ್ರೆಯಾಗಿದ್ದು ಮೌಖಿಕ ಪರಂಪರೆಯ ಮೂಲಕ ಪೀಳಿಗೆಯಿಂದ ಪೀಳಿಗೆಗೆ ಹರಿದ ಬದುಕಿನ ಮಾರ್ಗದರ್ಶನ ನೀಡುತ್ತದೆ ಎಂದರು. ಜನಪದ ಸಾಹಿತ್ಯವು ಗಾದೆ, ಒಗಟು, ಹಾಡುಗಳು, ಬಯಲಾಟದಂತಹ ಪ್ರಕಾರಗಳ ಮೂಲಕ ಜೀವನದ ಪಾಠಗಳನ್ನು ಸರಳವಾಗಿ ತಿಳಿಸುತ್ತದೆ ಎಂದರು. ಬಳ್ಳಾರಿಯ ಚಿಕ್ಕೇರಿ ಸಾಹಿತ್ಯ ವೇದಿಕೆಯ ಜಿಲ್ಲಾ ಸಂಚಾಲಕ ತೆಕ್ಕಲ ಕೋಟೆ ಹನುಮಂತ ಪ್ರಾಸ್ತಾವಿಕ ನುಡಿದರು. xyxy=(1033,1071,1263,1202)
issue-date: ಶನಿವಾರ 10-01-2026 xyxy=(11,6,208,30)
headline-line-1: ಅರಸು ದಾಖಲೆ ಸರಿಗಟ್ಟಿದ ಸಿದ್ದ(ಶುದ್ಧ)ರಾಮಯ್ಯ xyxy=(115,853,656,893)
divider-right-1 xyxy=(767,641,1507,643)
article-column xyxy=(769,1807,1134,2344)
company-logo: KDH xyxy=(1152,1992,1206,2024)
headline-line-1: ತಂಬ್ರಹಳ್ಳಿ ಗ್ರಾಪಂ ಗೆ ಹೂವಿನ ಹಡಗಲಿ ತಾಲ್ಲೂಕಿನ xyxy=(108,1507,663,1547)
article-body: ಹಗರಿಬೊಮ್ಮನಹಳ್ಳಿ: ತಾಲ್ಲೂಕಿನ ಗ್ರಾಮ ಪಂಚಾಯಿತಿ ಆಡಳಿತದಲ್ಲಿ ಮಹಿಳಾ ಸದಸ್ಯರ ಪಾತ್ರ, ಅಧಿಕಾರ ಸಹಕಾರ ಬಳಕೆ ಹಾಗೂ ಅಭಿವೃದ್ಧಿ ಕಾರ್ಯಗಳ ಪರಿಣಾಮಕಾರಿ ಅನುಷ್ಠಾನ ಕುರಿತು ಅರಿವು ಹೆಚ್ಚಿಸುವ ಉದ್ದೇಶದಿಂದ ಹೂವಿನ ಹಡಗಲಿ ತಾಲ್ಲೂಕಿನ ಐದು ಗ್ರಾಮ ಪಂಚಾಯಿತಿಗಳ ಮಹಿಳಾ ಸದಸ್ಯರು ತಾಲ್ಲೂಕಿನ ತಂಬ್ರಹಳ್ಳಿ ಗ್ರಾಮ ಪಂಚಾಯಿತಿಗೆ ಅಧ್ಯಯನ (ಕ್ಷೇತ್ರ) ಭೇಟಿಯನ್ನು ನಡೆಸಿದರು. ಹೂವಿನ ಹಡಗಲಿ ತಾಲ್ಲೂಕಿನ ಹಿರೇ ಹಡಗಲಿ, ಬೂದನೂರು, ಉಲವತ್ತಿ, ಕೊಂಬಳಿ ಹಾಗೂ ಮಹಾಜನದಹಳ್ಳಿ ಗ್ರಾಮ ಪಂಚಾಯಿತಿಗಳ ಮಹಿಳಾ ಸದಸ್ಯರು, ಸಂಪನ್ಮೂಲ ವ್ಯಕ್ತಿಗಳಾದ ಶ್ರೀಮತಿ ಮೀನಾಕ್ಷಿ ಮತ್ತು ಶಂಕರ್ ನಾಯಕ್ ಅವರ ಮಾರ್ಗದರ್ಶನದಲ್ಲಿ ಅಧಿಕಾರ ಸಹಕಾರ ತರಬೇತಿ ಪಡೆದು, ಅದರ ಭಾಗವಾಗಿ ಕ್ಷೇತ್ರ ಭೇಟಿ ಕಲಿಕೆ ಕಾರ್ಯಕ್ರಮದ ಅಡಿಯಲ್ಲಿ ತಂಬ್ರಹಳ್ಳಿ ಗ್ರಾಪಂಗೆ ಭೇಟಿ ನೀಡಿದರು. ಈ ಸಂದರ್ಭದಲ್ಲಿ ತಂಬ್ರಹಳ್ಳಿ ಗ್ರಾಮ ಪಂಚಾಯಿತಿಯಲ್ಲಿ ಅನುಷ್ಠಾನಗೊಳಿಸಿರುವ ಅಭಿವೃದ್ಧಿ ಕಾಮಗಾರಿಗಳು, ಮಹಿಳಾ ಸದಸ್ಯರ ಸಕ್ರಿಯ ಪಾಲ್ಗೊಳ್ಳುವಿಕೆ, ಸ್ವಚ್ಛತೆ, ಆರೋಗ್ಯ, ಶಿಕ್ಷಣ, ಕುಡಿಯುವ ನೀರು, ಸಾಮಾಜಿಕ ನ್ಯಾಯ ಹಾಗೂ ಜನಸಮುದಾಯದೊಂದಿಗೆ ಕೈಗೊಂಡಿರುವ ಕಾರ್ಯಗಳ ಬಗ್ಗೆ ವಿವರವಾದ ಮಾಹಿತಿ ಪಡೆದುಕೊಂಡರು. ಅಲ್ಲದೆ, ಮಹಿಳಾ ಸದಸ್ಯರಾಗಿ ತಮ್ಮ xyxy=(11,1634,267,1978)
vacancy-list xyxy=(1144,2031,1502,2131)
article-column xyxy=(267,1279,505,1488)
headline-line-2: ಸಾಂಸ್ಕೃತಿಕ ಸಂರಕ್ಷಣೆ : ಸಿ.ಬಿ ಚಿಲ್ಕರಾಗಿ xyxy=(941,712,1335,748)
article-body: ಮೈಗ್ರೇನ್, ನಿದ್ರಾಹೀನತೆ, ಉದ್ವಿಗ್ನತೆ, ಪಾರ್ಶ್ವವಾಯು, ಸ್ಪಾಂಡಿಲೈಟಿಸ್ ಮತ್ತಿತರ ಸಮಸ್ಯೆಗಳಿಂದ ಬಳಲುವವರು ಶಿಬಿರದ ಪ್ರಯೋಜನ ಪಡೆದುಕೊಳ್ಳಬೇಕು. ವಿವರಗಳಿಗೆ ಮೊಬೈಲ್: 0449177677, 9886413663 ಸಂಪರ್ಕಿಸಬಹುದು. xyxy=(1142,1809,1504,1862)
article-body: ಕೂಡ್ಲಿಗಿ: ನಮ್ಮ ಸಂಸ್ಕೃತಿಯ ಭಾಷೆ ಹಾಡುಗಳು ಸೇರಿದಂತೆ ಸ್ಥಳೀಯ ಕಲೆಗಳಿಗೆ ಹೆಚ್ಚಿನ ಮಹತ್ವ ನೀಡುವಲ್ಲಿ ಕಲಿಕಾ ಹಬ್ಬವು ಮಕ್ಕಳನ್ನು ಕಲಿಕೆಯ ಪ್ರಕ್ರಿಯೆಯಲ್ಲಿ ಸಕ್ರಿಯವಾಗಿ ತೊಡಗಿಸುವ ಮೂಲಕ ಸಹಕಾರಿಯಾಗಿದೆ ಎಂದು ಹಿರಿಯ ಮುಖ್ಯ ಶಿಕ್ಷಕಿ ಎಚ್.ಇಂದಿರಾ ಹೇಳಿದರು. ಅವರು ವಿಜಯನಗರ ಜಿಲ್ಲೆಯ ಕೂಡ್ಲಿಗಿ ತಾಲೂಕಿನ ಶಿವಪುರ ಗ್ರಾಮದ ಸರ್ಕಾರಿ ಹಿರಿಯ ಪ್ರಾಥಮಿಕ ಶಾಲೆಯಲ್ಲಿ ಬಾಲಕಿಯರ ಕ್ಲಸ್ಟರ್ ಮಟ್ಟದ ಕಲಿಕಾ ಹಬ್ಬದ ಕಾರ್ಯಕ್ರಮದಲ್ಲಿ ಮಾತನಾಡಿದರು. ಜನಪದ ಹಾಡುಗಳು ಮತ್ತು ಕಥೆಗಳ ಈ ಕಲಿಕಾ ಹಬ್ಬದಲ್ಲಿ ಮಕ್ಕಳಿಗೆ ನಮ್ಮ ಸಂಸ್ಕೃತಿಯ ಪರಿಚಯ, ಚಿತ್ರಕಲೆ, ಮಣ್ಣಿನ ಮಾದರಿ ತಯಾರಿಕೆ, ಕಾಗದದ ಕಲೆ, ನಾಟಕಗಳ ಮೂಲಕ ಮಕ್ಕಳ ಸೃಜನಶೀಲ ಕಲ್ಪನಾಶಕ್ತಿ ಉತ್ತೇಜಿಸಲಾಗುತ್ತದೆ ಎಂದರು. xyxy=(769,1334,1025,1542)
headline-line-2: ಸಮಸ್ಯೆಗೆ ಸ್ಪಂದಿಸುವ ಕೆಲಸ: ಶ್ರೀಧರ ಶೆಟ್ಟಿ xyxy=(158,117,612,156)
article-column xyxy=(11,960,259,1488)
